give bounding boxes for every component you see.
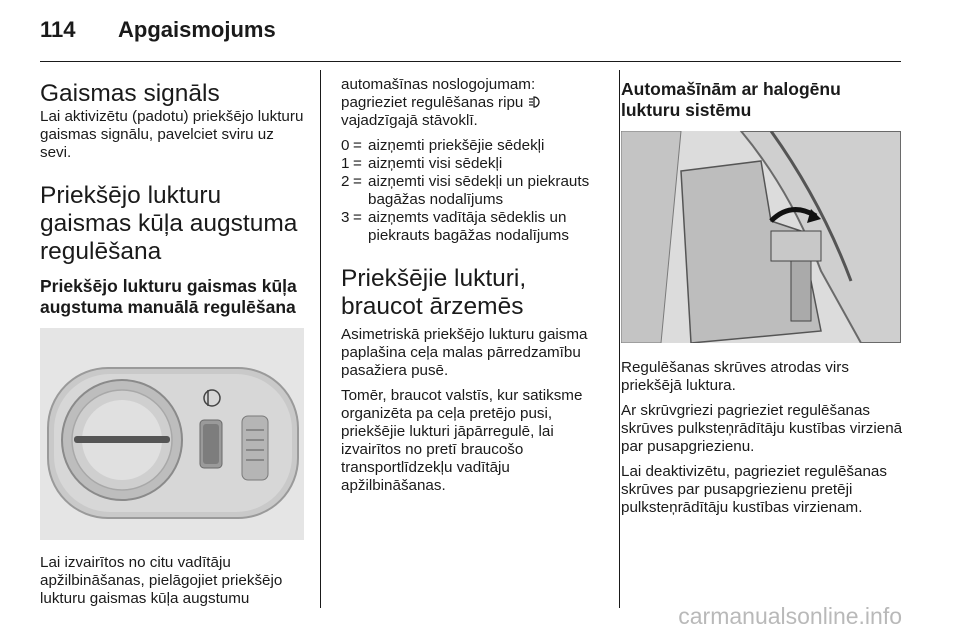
- paragraph-abroad-2: Tomēr, braucot valstīs, kur satiksme organizēta pa ceļa pretējo pusi, priekšējie lukturi jāpārregulē, lai izvairītos no pretī braucošo transportlīdzekļu vadītāju apžilbināšanas.: [341, 387, 583, 494]
- paragraph-caption: Lai izvairītos no citu vadītāju apžilbināšanas, pielāgojiet priekšējo lukturu gaismas kūļa augstumu: [40, 554, 283, 607]
- list-item: 0 = aizņemti priekšējie sēdekļi: [341, 137, 605, 155]
- column-1: [40, 70, 304, 608]
- list-item-number: 3: [341, 209, 350, 226]
- subheading-halogen: Automašīnām ar halogēnu lukturu sistēmu: [621, 79, 841, 120]
- list-item-text: aizņemti visi sēdekļi un piekrauts bagāžas nodalījums: [368, 173, 590, 208]
- paragraph-abroad-1: Asimetriskā priekšējo lukturu gaisma paplašina ceļa malas pārredzamību pasažiera pusē.: [341, 326, 588, 379]
- headlight-adjuster-image: [621, 131, 901, 343]
- list-item-text: aizņemti visi sēdekļi: [368, 155, 503, 172]
- list-item-number: 1: [341, 155, 350, 172]
- column-3: [621, 70, 903, 517]
- continuation-line-2: pagrieziet regulēšanas ripu: [341, 94, 524, 111]
- page-number: 114: [40, 17, 76, 42]
- subheading-manual-range: Priekšējo lukturu gaismas kūļa augstuma manuālā regulēšana: [40, 276, 297, 317]
- list-item-text: aizņemts vadītāja sēdeklis un piekrauts bagāžas nodalījums: [368, 209, 569, 244]
- column-divider-2: [619, 70, 620, 608]
- column-divider-1: [320, 70, 321, 608]
- watermark: carmanualsonline.info: [678, 603, 902, 629]
- page-title: Apgaismojums: [118, 17, 276, 42]
- section-heading-abroad: Priekšējie lukturi, braucot ārzemēs: [341, 265, 527, 320]
- section-heading-range: Priekšējo lukturu gaismas kūļa augstuma regulēšana: [40, 182, 298, 265]
- list-item: 1 = aizņemti visi sēdekļi: [341, 155, 605, 173]
- paragraph-signal: Lai aktivizētu (padotu) priekšējo lukturu gaismas signālu, pavelciet sviru uz sevi.: [40, 108, 304, 161]
- paragraph-halogen-2: Ar skrūvgriezi pagrieziet regulēšanas skrūves pulksteņrādītāju kustības virzienā par pusapgriezienu.: [621, 402, 903, 455]
- paragraph-continuation: [341, 76, 605, 130]
- column-2: [341, 70, 605, 495]
- continuation-line-1: automašīnas noslogojumam:: [341, 76, 536, 93]
- header-divider: [40, 61, 901, 62]
- headlight-range-icon: [528, 95, 542, 109]
- light-switch-illustration: [40, 328, 304, 540]
- list-item: 2 = aizņemti visi sēdekļi un piekrauts bagāžas nodalījums: [341, 173, 605, 209]
- headlight-control-image: [40, 328, 304, 540]
- list-item-text: aizņemti priekšējie sēdekļi: [368, 137, 545, 154]
- continuation-line-3: vajadzīgajā stāvoklī.: [341, 112, 478, 129]
- paragraph-halogen-1: Regulēšanas skrūves atrodas virs priekšējā luktura.: [621, 359, 849, 394]
- list-item: 3 = aizņemts vadītāja sēdeklis un piekrauts bagāžas nodalījums: [341, 209, 605, 245]
- engine-bay-illustration: [621, 131, 901, 343]
- list-item-number: 2: [341, 173, 350, 190]
- paragraph-halogen-3: Lai deaktivizētu, pagrieziet regulēšanas skrūves par pusapgriezienu pretēji pulksteņrādītāju kustības virzienam.: [621, 463, 887, 516]
- load-list: [341, 137, 605, 245]
- section-heading-signal: Gaismas signāls: [40, 80, 220, 107]
- list-item-number: 0: [341, 137, 350, 154]
